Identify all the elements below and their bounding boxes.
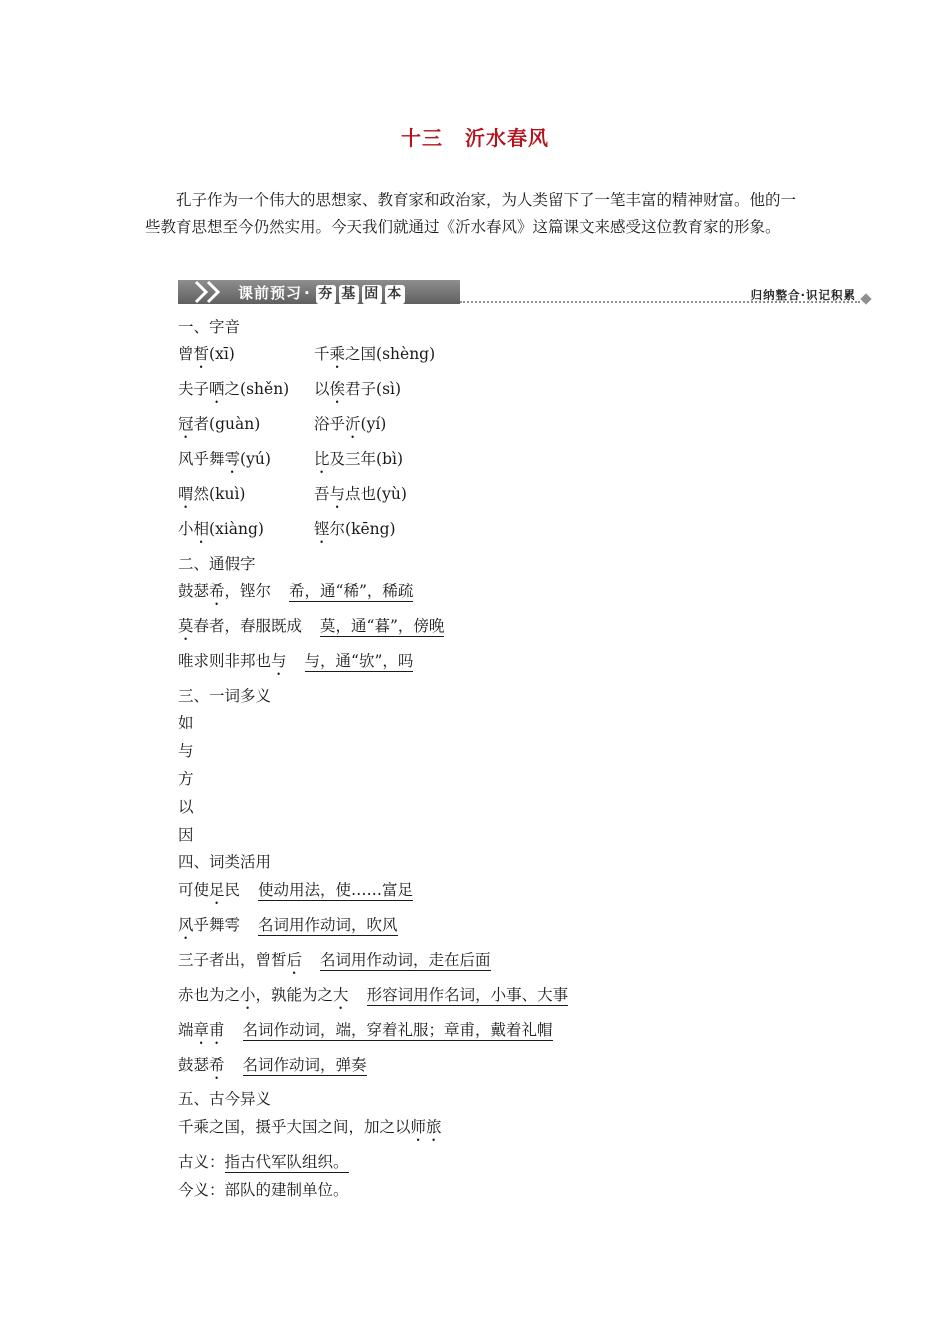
answer-text: 形容词用作名词，小事、大事 [366,986,569,1004]
gujin-ancient-meaning: 古义：指古代军队组织。 [178,1153,349,1171]
duoyi-item: 如 [178,714,194,732]
lesson-number: 十三 [401,126,443,150]
banner-char: 固 [362,285,382,304]
double-chevron-icon [192,280,232,304]
tongjia-item: 鼓瑟希，铿尔 希，通“稀”，稀疏 [178,582,414,600]
banner-char: 基 [339,285,359,304]
lesson-name: 沂水春风 [465,126,549,150]
pinyin-item: 夫子哂之(shěn) [178,380,290,398]
answer-text: 名词用作动词，走在后面 [320,951,491,969]
diamond-icon [860,293,871,304]
pinyin-item: 冠者(guàn) [178,415,261,433]
duoyi-item: 方 [178,770,194,788]
section-heading: 三、一词多义 [178,687,272,705]
huoyong-item: 可使足民 使动用法，使……富足 [178,881,414,899]
section-heading: 五、古今异义 [178,1090,272,1108]
pinyin-item: 千乘之国(shèng) [314,345,436,363]
banner-char: 本 [385,285,405,304]
pinyin-item: 吾与点也(yù) [314,485,407,503]
huoyong-item: 鼓瑟希 名词作动词，弹奏 [178,1056,367,1074]
intro-paragraph: 孔子作为一个伟大的思想家、教育家和政治家，为人类留下了一笔丰富的精神财富。他的一些教育思想至今仍然实用。今天我们就通过《沂水春风》这篇课文来感受这位教育家的形象。 [145,191,797,236]
huoyong-item: 赤也为之小，孰能为之大 形容词用作名词，小事、大事 [178,986,569,1004]
answer-text: 名词用作动词，吹风 [258,916,398,934]
page-title [0,122,950,151]
gujin-modern-meaning: 今义：部队的建制单位。 [178,1181,349,1199]
huoyong-item: 端章甫 名词作动词，端，穿着礼服；章甫，戴着礼帽 [178,1021,553,1039]
answer-text: 莫，通“暮”，傍晚 [320,617,445,635]
section-heading: 一、字音 [178,318,241,336]
banner-label: 课前预习 · 夯 基 固 本 [238,282,405,304]
pinyin-item: 风乎舞雩(yú) [178,450,271,468]
answer-text: 使动用法，使……富足 [258,881,414,899]
answer-text: 与，通“欤”，吗 [304,652,414,670]
answer-text: 希，通“稀”，稀疏 [289,582,414,600]
pinyin-item: 铿尔(kēng) [314,520,396,538]
huoyong-item: 三子者出，曾皙后 名词用作动词，走在后面 [178,951,491,969]
duoyi-item: 以 [178,798,194,816]
tongjia-item: 莫春者，春服既成 莫，通“暮”，傍晚 [178,617,445,635]
answer-text: 名词作动词，端，穿着礼服；章甫，戴着礼帽 [242,1021,553,1039]
answer-text: 指古代军队组织。 [224,1153,349,1171]
section-heading: 四、词类活用 [178,853,272,871]
pinyin-item: 以俟君子(sì) [314,380,402,398]
pinyin-item: 小相(xiàng) [178,520,264,538]
huoyong-item: 风乎舞雩 名词用作动词，吹风 [178,916,398,934]
gujin-sentence: 千乘之国，摄乎大国之间，加之以师旅 [178,1118,442,1136]
banner-char: 夯 [316,285,336,304]
pinyin-item: 曾皙(xī) [178,345,235,363]
pinyin-item: 浴乎沂(yí) [314,415,387,433]
tongjia-item: 唯求则非邦也与 与，通“欤”，吗 [178,652,414,670]
duoyi-item: 因 [178,826,194,844]
pinyin-item: 喟然(kuì) [178,485,246,503]
answer-text: 名词作动词，弹奏 [242,1056,367,1074]
duoyi-item: 与 [178,742,194,760]
pinyin-item: 比及三年(bì) [314,450,403,468]
banner-right-label: 归纳整合·识记积累 [750,288,856,302]
section-banner [178,280,870,306]
section-heading: 二、通假字 [178,555,256,573]
